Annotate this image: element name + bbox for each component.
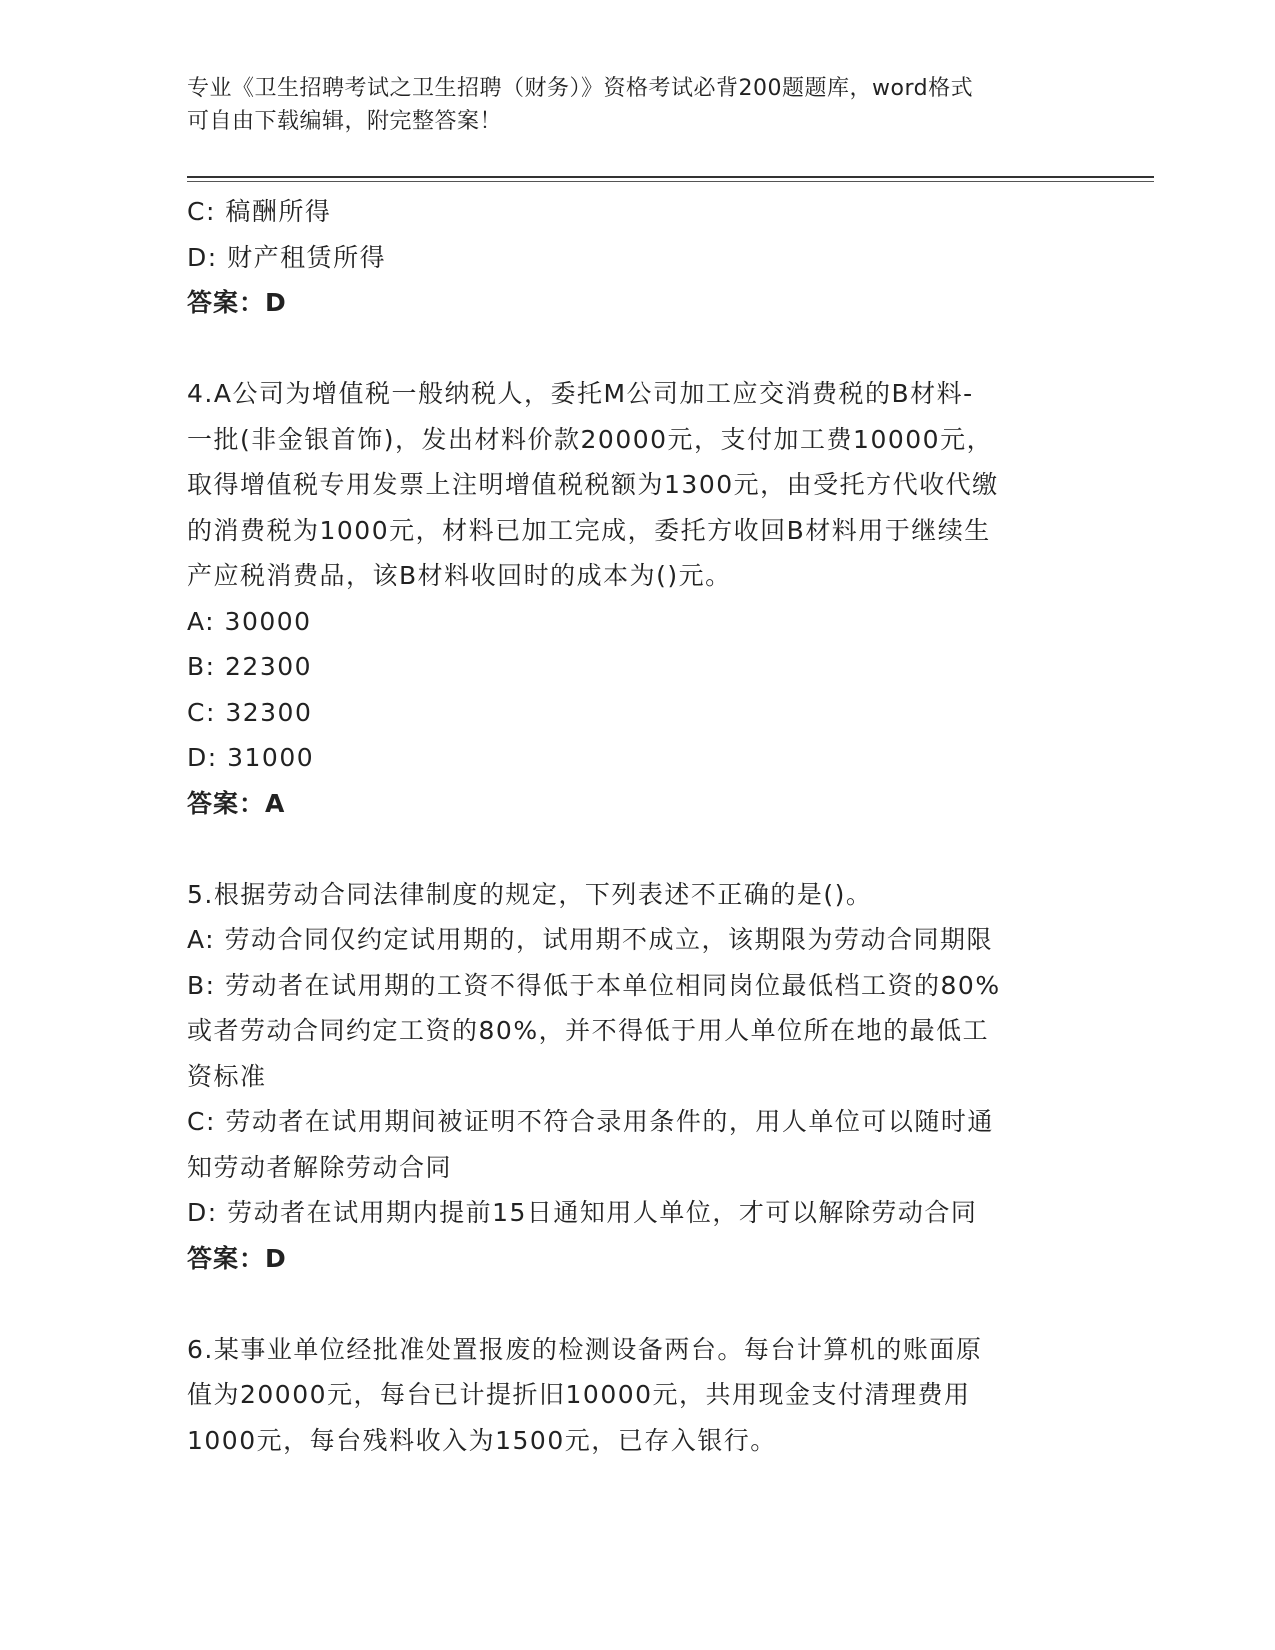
q5-option-c-line: C: 劳动者在试用期间被证明不符合录用条件的，用人单位可以随时通 — [187, 1107, 994, 1136]
q3-answer: 答案：D — [187, 288, 287, 317]
q4-stem-line: 产应税消费品，该B材料收回时的成本为()元。 — [187, 561, 732, 590]
spacer — [187, 1281, 1087, 1327]
q4-option-d: D: 31000 — [187, 743, 315, 772]
q4-stem-line: 一批(非金银首饰)，发出材料价款20000元，支付加工费10000元， — [187, 424, 994, 454]
q5-option-b-line: B: 劳动者在试用期的工资不得低于本单位相同岗位最低档工资的80% — [187, 970, 1001, 1000]
q5-option-c-line: 知劳动者解除劳动合同 — [187, 1152, 453, 1182]
q4-stem-line: 4.A公司为增值税一般纳税人，委托M公司加工应交消费税的B材料- — [187, 379, 974, 408]
question-3 — [187, 189, 1087, 326]
q4-answer: 答案：A — [187, 788, 286, 818]
header-title-line-1: 专业《卫生招聘考试之卫生招聘（财务）》资格考试必背200题题库，word格式 — [187, 76, 974, 101]
question-4 — [187, 371, 1087, 826]
q4-option-a: A: 30000 — [187, 606, 312, 636]
header-divider-thin — [187, 181, 1154, 182]
q5-answer: 答案：D — [187, 1243, 287, 1273]
q3-option-c: C: 稿酬所得 — [187, 197, 332, 226]
q4-option-c: C: 32300 — [187, 697, 313, 727]
q4-stem-line: 的消费税为1000元，材料已加工完成，委托方收回B材料用于继续生 — [187, 515, 991, 545]
question-5 — [187, 872, 1087, 1282]
q5-option-a: A: 劳动合同仅约定试用期的，试用期不成立，该期限为劳动合同期限 — [187, 925, 994, 954]
question-6 — [187, 1327, 1087, 1464]
header-divider-thick — [187, 176, 1154, 178]
q5-stem: 5.根据劳动合同法律制度的规定，下列表述不正确的是()。 — [187, 879, 873, 909]
q5-option-d: D: 劳动者在试用期内提前15日通知用人单位，才可以解除劳动合同 — [187, 1198, 978, 1227]
q6-stem-line: 1000元，每台残料收入为1500元，已存入银行。 — [187, 1425, 777, 1455]
q5-option-b-line: 资标准 — [187, 1061, 267, 1091]
q6-stem-line: 值为20000元，每台已计提折旧10000元，共用现金支付清理费用 — [187, 1380, 971, 1409]
spacer — [187, 326, 1087, 372]
q3-option-d: D: 财产租赁所得 — [187, 242, 387, 272]
q6-stem-line: 6.某事业单位经批准处置报废的检测设备两台。每台计算机的账面原 — [187, 1334, 983, 1364]
question-content — [187, 189, 1087, 1463]
spacer — [187, 826, 1087, 872]
q5-option-b-line: 或者劳动合同约定工资的80%，并不得低于用人单位所在地的最低工 — [187, 1016, 990, 1045]
q4-option-b: B: 22300 — [187, 652, 313, 681]
page-header — [187, 72, 1087, 138]
header-title-line-2: 可自由下载编辑，附完整答案！ — [187, 109, 503, 134]
q4-stem-line: 取得增值税专用发票上注明增值税税额为1300元，由受托方代收代缴 — [187, 470, 999, 499]
